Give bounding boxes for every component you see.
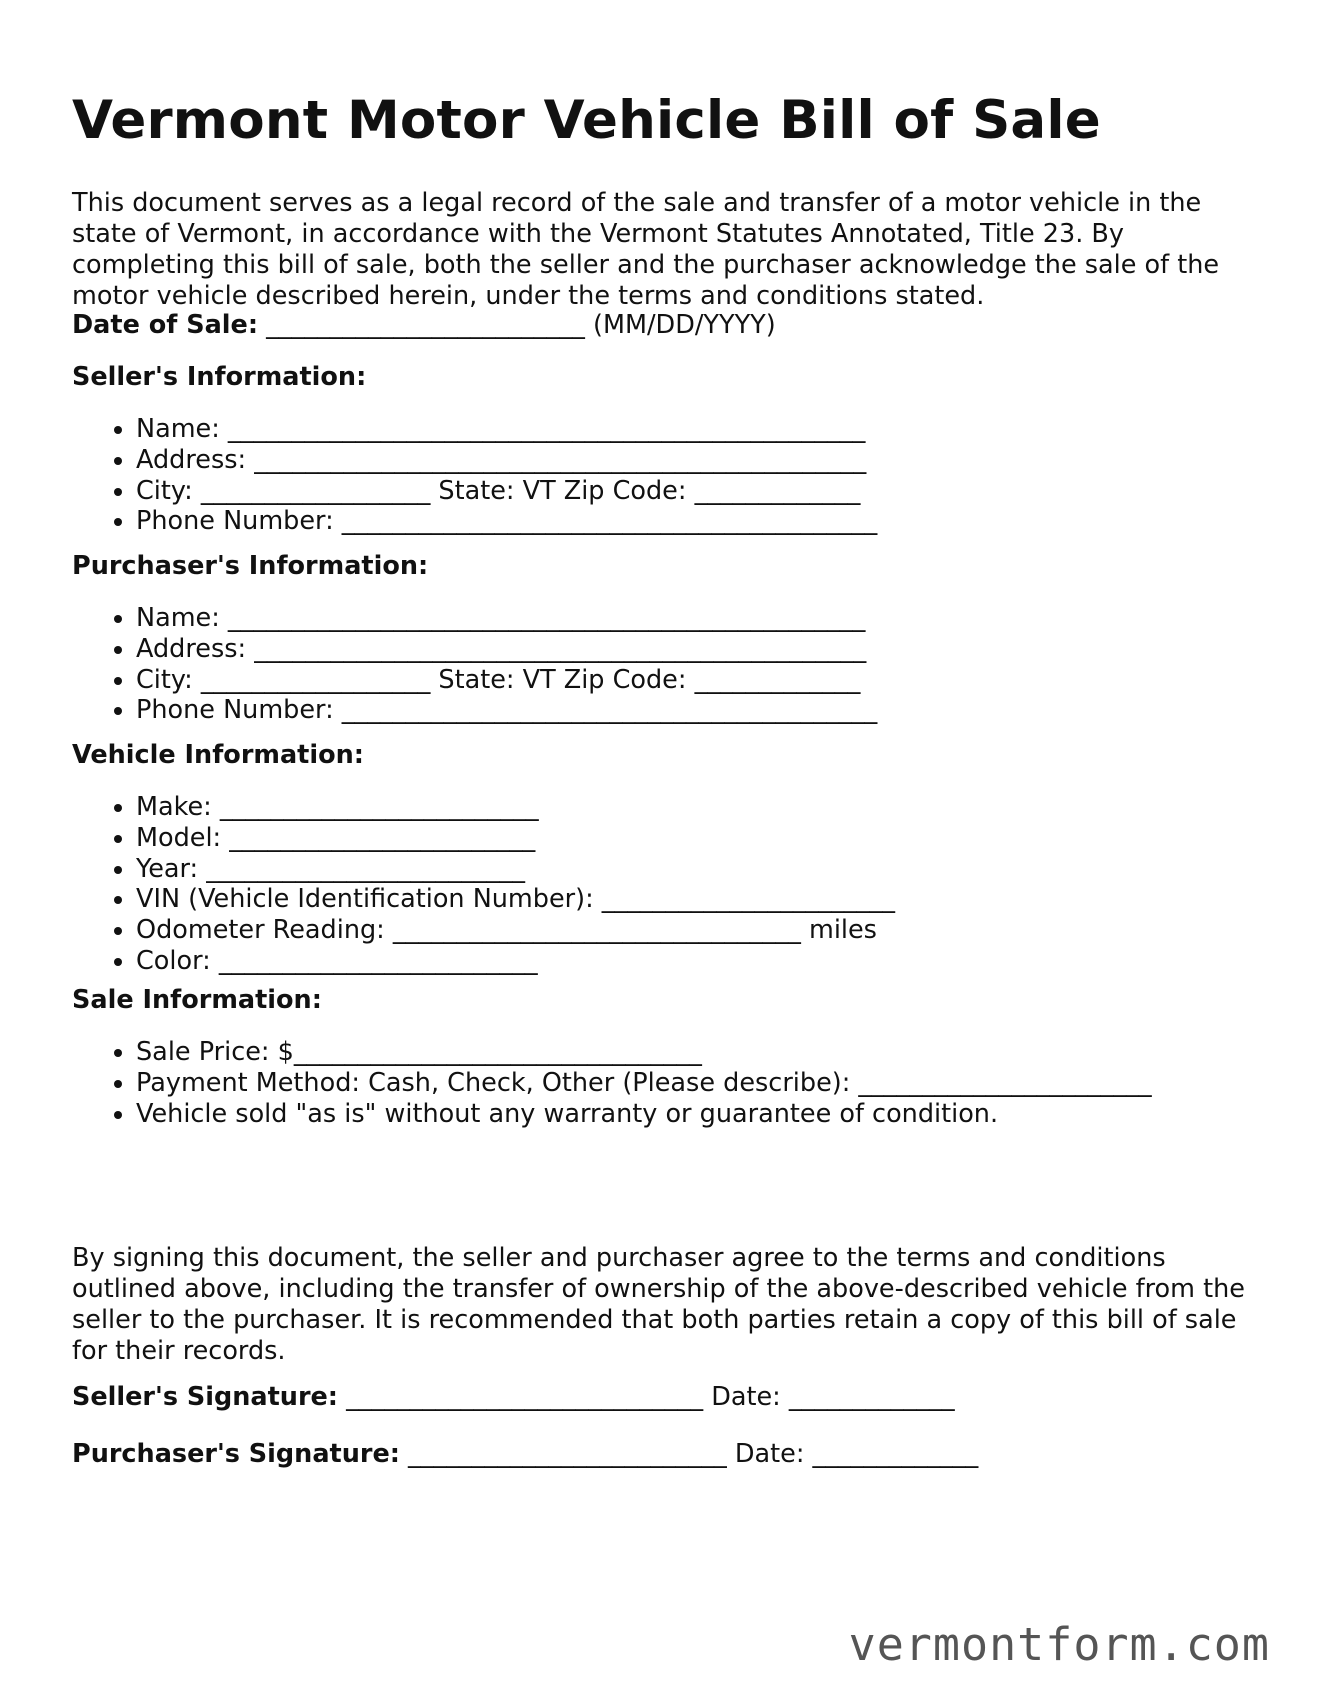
vehicle-info-heading: Vehicle Information: [72, 740, 364, 770]
seller-signature-label: Seller's Signature: [72, 1382, 339, 1412]
vehicle-year-field[interactable]: • Year: _________________________ [136, 854, 895, 885]
purchaser-address-field[interactable]: • Address: ________________________________________________ [136, 634, 877, 665]
date-of-sale-line [72, 310, 776, 341]
purchaser-signature-line [72, 1439, 978, 1470]
purchaser-signature-label: Purchaser's Signature: [72, 1439, 400, 1469]
vehicle-make-field[interactable]: • Make: _________________________ [136, 792, 895, 823]
site-watermark: vermontform.com [848, 1618, 1270, 1671]
purchaser-info-heading: Purchaser's Information: [72, 551, 429, 581]
vehicle-vin-field[interactable]: • VIN (Vehicle Identification Number): _______________________ [136, 884, 895, 915]
purchaser-phone-field[interactable]: • Phone Number: __________________________________________ [136, 695, 877, 726]
date-format-hint: (MM/DD/YYYY) [593, 310, 776, 340]
purchaser-info-list [72, 603, 877, 726]
vehicle-color-field[interactable]: • Color: _________________________ [136, 946, 895, 977]
payment-method-field[interactable]: • Payment Method: Cash, Check, Other (Please describe): _______________________ [136, 1068, 1152, 1099]
sale-info-list [72, 1037, 1152, 1129]
vehicle-odometer-field[interactable]: • Odometer Reading: ________________________________ miles [136, 915, 895, 946]
purchaser-city-state-zip-field[interactable]: • City: __________________ State: VT Zip Code: _____________ [136, 665, 877, 696]
seller-city-state-zip-field[interactable]: • City: __________________ State: VT Zip Code: _____________ [136, 476, 877, 507]
date-of-sale-field[interactable]: _________________________ [258, 310, 594, 340]
seller-phone-field[interactable]: • Phone Number: __________________________________________ [136, 506, 877, 537]
seller-name-field[interactable]: • Name: __________________________________________________ [136, 414, 877, 445]
as-is-statement: • Vehicle sold "as is" without any warranty or guarantee of condition. [136, 1099, 1152, 1130]
purchaser-name-field[interactable]: • Name: __________________________________________________ [136, 603, 877, 634]
purchaser-signature-field[interactable]: _________________________ Date: _____________ [399, 1439, 979, 1469]
sale-price-field[interactable]: • Sale Price: $________________________________ [136, 1037, 1152, 1068]
seller-signature-line [72, 1382, 955, 1413]
seller-info-list [72, 414, 877, 537]
closing-paragraph: By signing this document, the seller and purchaser agree to the terms and conditions outlined above, including the transfer of ownership of the above-described vehicle from the seller to the purchaser. It is recommended that both parties retain a copy of this bill of sale for their records. [72, 1243, 1245, 1366]
seller-signature-field[interactable]: ____________________________ Date: _____________ [338, 1382, 955, 1412]
vehicle-info-list [72, 792, 895, 977]
intro-paragraph: This document serves as a legal record of the sale and transfer of a motor vehicle in the state of Vermont, in accordance with the Vermont Statutes Annotated, Title 23. By completing this bill of sale, both the seller and the purchaser acknowledge the sale of the motor vehicle described herein, under the terms and conditions stated. [72, 188, 1220, 311]
vehicle-model-field[interactable]: • Model: ________________________ [136, 823, 895, 854]
seller-info-heading: Seller's Information: [72, 362, 367, 392]
document-title: Vermont Motor Vehicle Bill of Sale [72, 90, 1101, 151]
seller-address-field[interactable]: • Address: ________________________________________________ [136, 445, 877, 476]
date-of-sale-label: Date of Sale: [72, 310, 259, 340]
sale-info-heading: Sale Information: [72, 985, 322, 1015]
